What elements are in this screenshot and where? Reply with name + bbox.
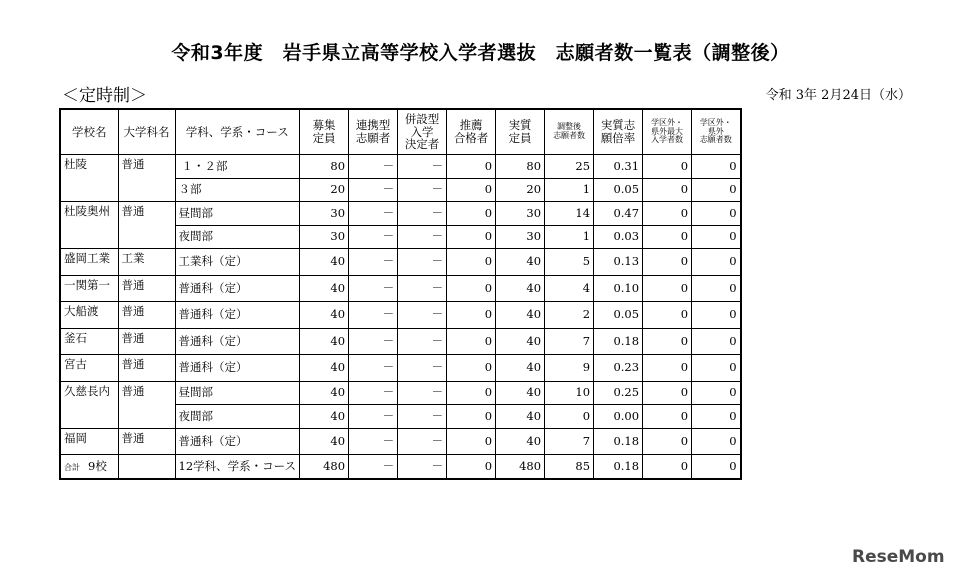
recommended-cell: 0 [447, 178, 496, 202]
outside-max-cell: 0 [643, 155, 692, 179]
affiliated-cell: － [398, 178, 447, 202]
outside-max-cell: 0 [643, 178, 692, 202]
course-cell: 昼間部 [175, 202, 300, 226]
partner-cell: － [349, 202, 398, 226]
department-cell: 工業 [118, 249, 175, 276]
affiliated-cell: － [398, 225, 447, 249]
department-cell: 普通 [118, 155, 175, 202]
course-cell: ３部 [175, 178, 300, 202]
header-applicants-adjusted [545, 109, 594, 155]
header-affiliated-line: 併設型 [404, 112, 440, 127]
actual-capacity-cell: 30 [496, 202, 545, 226]
table-row [60, 155, 741, 179]
recommended-cell: 0 [447, 302, 496, 329]
applicants-table [59, 108, 742, 480]
ratio-cell: 0.05 [594, 178, 643, 202]
course-cell: 普通科（定） [175, 302, 300, 329]
actual-capacity-cell: 80 [496, 155, 545, 179]
header-recommended-line: 合格者 [453, 131, 489, 145]
header-department: 大学科名 [118, 109, 175, 155]
document-date: 令和 3年 2月24日（水） [765, 88, 911, 103]
partner-cell: － [349, 302, 398, 329]
department-cell: 普通 [118, 202, 175, 249]
actual-capacity-cell: 40 [496, 328, 545, 355]
department-cell: 普通 [118, 275, 175, 302]
applicants-cell: 1 [545, 178, 594, 202]
outside-max-cell: 0 [643, 381, 692, 405]
outside-max-cell: 0 [643, 225, 692, 249]
header-actual-capacity-line: 実質 [508, 118, 532, 133]
header-outside-applicants [692, 109, 741, 155]
actual-capacity-cell: 40 [496, 355, 545, 382]
ratio-cell: 0.10 [594, 275, 643, 302]
partner-cell: － [349, 275, 398, 302]
school-name-cell: 一関第一 [60, 275, 118, 302]
outside-applicants-cell: 0 [692, 405, 741, 429]
applicants-cell: 14 [545, 202, 594, 226]
table-row [60, 428, 741, 455]
school-name-cell: 杜陵奥州 [60, 202, 118, 249]
total-schools: 9校 [88, 458, 107, 473]
course-cell: 普通科（定） [175, 428, 300, 455]
recommended-cell: 0 [447, 328, 496, 355]
applicants-cell: 10 [545, 381, 594, 405]
table-row [60, 202, 741, 226]
applicants-cell: 7 [545, 328, 594, 355]
partner-cell: － [349, 405, 398, 429]
actual-capacity-cell: 40 [496, 302, 545, 329]
actual-capacity-cell: 40 [496, 428, 545, 455]
header-outside-applicants-line: 県外 [707, 126, 724, 136]
section-label: ＜定時制＞ [62, 86, 147, 106]
table-row [60, 275, 741, 302]
outside-applicants-cell: 0 [692, 275, 741, 302]
recommended-cell: 0 [447, 202, 496, 226]
header-affiliated-line: 決定者 [404, 137, 440, 152]
total-actual-capacity: 480 [496, 455, 545, 479]
total-department-cell [118, 455, 175, 479]
table-row [60, 249, 741, 276]
ratio-cell: 0.23 [594, 355, 643, 382]
recommended-cell: 0 [447, 405, 496, 429]
course-cell: 普通科（定） [175, 355, 300, 382]
table-row [60, 381, 741, 405]
department-cell: 普通 [118, 428, 175, 455]
recommended-cell: 0 [447, 155, 496, 179]
partner-cell: － [349, 155, 398, 179]
capacity-cell: 20 [300, 178, 349, 202]
header-outside-max [643, 109, 692, 155]
total-affiliated: － [398, 455, 447, 479]
actual-capacity-cell: 40 [496, 381, 545, 405]
course-cell: 昼間部 [175, 381, 300, 405]
actual-capacity-cell: 40 [496, 275, 545, 302]
total-capacity: 480 [300, 455, 349, 479]
outside-applicants-cell: 0 [692, 355, 741, 382]
header-partner-line: 連携型 [355, 118, 391, 133]
outside-applicants-cell: 0 [692, 202, 741, 226]
affiliated-cell: － [398, 355, 447, 382]
course-cell: 普通科（定） [175, 328, 300, 355]
recommended-cell: 0 [447, 275, 496, 302]
header-recommended-line: 推薦 [459, 118, 483, 133]
ratio-cell: 0.31 [594, 155, 643, 179]
course-cell: １・２部 [175, 155, 300, 179]
outside-applicants-cell: 0 [692, 178, 741, 202]
partner-cell: － [349, 328, 398, 355]
total-ratio: 0.18 [594, 455, 643, 479]
header-school: 学校名 [60, 109, 118, 155]
capacity-cell: 40 [300, 328, 349, 355]
school-name-cell: 釜石 [60, 328, 118, 355]
partner-cell: － [349, 178, 398, 202]
school-name-cell: 宮古 [60, 355, 118, 382]
ratio-cell: 0.05 [594, 302, 643, 329]
recommended-cell: 0 [447, 381, 496, 405]
header-applicants-line: 調整後 [557, 122, 582, 132]
affiliated-cell: － [398, 381, 447, 405]
school-name-cell: 福岡 [60, 428, 118, 455]
department-cell: 普通 [118, 355, 175, 382]
applicants-cell: 9 [545, 355, 594, 382]
header-outside-max-line: 入学者数 [651, 135, 684, 145]
course-cell: 工業科（定） [175, 249, 300, 276]
table-row [60, 355, 741, 382]
header-affiliated-line: 入学 [410, 124, 434, 139]
ratio-cell: 0.13 [594, 249, 643, 276]
capacity-cell: 40 [300, 381, 349, 405]
header-capacity [300, 109, 349, 155]
capacity-cell: 80 [300, 155, 349, 179]
actual-capacity-cell: 40 [496, 249, 545, 276]
total-partner: － [349, 455, 398, 479]
header-applicants-line: 志願者数 [553, 131, 586, 140]
course-cell: 夜間部 [175, 225, 300, 249]
ratio-cell: 0.47 [594, 202, 643, 226]
total-outside-applicants: 0 [692, 455, 741, 479]
capacity-cell: 40 [300, 249, 349, 276]
outside-max-cell: 0 [643, 428, 692, 455]
table-row [60, 328, 741, 355]
total-course: 12学科、学系・コース [175, 455, 300, 479]
actual-capacity-cell: 40 [496, 405, 545, 429]
table-body [60, 155, 741, 455]
header-capacity-line: 定員 [312, 131, 336, 145]
course-cell: 夜間部 [175, 405, 300, 429]
outside-applicants-cell: 0 [692, 428, 741, 455]
school-name-cell: 久慈長内 [60, 381, 118, 428]
outside-max-cell: 0 [643, 249, 692, 276]
capacity-cell: 30 [300, 202, 349, 226]
total-label-cell [60, 455, 118, 479]
partner-cell: － [349, 225, 398, 249]
affiliated-cell: － [398, 275, 447, 302]
applicants-cell: 4 [545, 275, 594, 302]
header-course: 学科、学系・コース [175, 109, 300, 155]
applicants-cell: 5 [545, 249, 594, 276]
header-ratio-line: 実質志 [600, 118, 636, 133]
ratio-cell: 0.00 [594, 405, 643, 429]
header-outside-applicants-line: 学区外・ [699, 117, 732, 127]
school-name-cell: 大船渡 [60, 302, 118, 329]
capacity-cell: 40 [300, 405, 349, 429]
affiliated-cell: － [398, 202, 447, 226]
header-capacity-line: 募集 [312, 118, 336, 133]
header-actual-capacity-line: 定員 [508, 131, 532, 145]
affiliated-cell: － [398, 155, 447, 179]
applicants-cell: 2 [545, 302, 594, 329]
applicants-cell: 1 [545, 225, 594, 249]
outside-max-cell: 0 [643, 405, 692, 429]
affiliated-cell: － [398, 428, 447, 455]
department-cell: 普通 [118, 381, 175, 428]
capacity-cell: 40 [300, 302, 349, 329]
partner-cell: － [349, 428, 398, 455]
outside-max-cell: 0 [643, 355, 692, 382]
recommended-cell: 0 [447, 249, 496, 276]
outside-applicants-cell: 0 [692, 155, 741, 179]
total-outside-max: 0 [643, 455, 692, 479]
school-name-cell: 杜陵 [60, 155, 118, 202]
ratio-cell: 0.25 [594, 381, 643, 405]
applicants-cell: 7 [545, 428, 594, 455]
outside-max-cell: 0 [643, 202, 692, 226]
header-partner-line: 志願者 [355, 131, 391, 145]
ratio-cell: 0.03 [594, 225, 643, 249]
page-title: 令和3年度 岩手県立高等学校入学者選抜 志願者数一覧表（調整後） [171, 42, 790, 64]
applicants-cell: 25 [545, 155, 594, 179]
outside-applicants-cell: 0 [692, 249, 741, 276]
recommended-cell: 0 [447, 225, 496, 249]
header-outside-max-line: 県外最大 [651, 126, 684, 136]
table-total-row [60, 455, 741, 479]
department-cell: 普通 [118, 302, 175, 329]
outside-applicants-cell: 0 [692, 302, 741, 329]
course-cell: 普通科（定） [175, 275, 300, 302]
recommended-cell: 0 [447, 355, 496, 382]
affiliated-cell: － [398, 302, 447, 329]
partner-cell: － [349, 381, 398, 405]
partner-cell: － [349, 249, 398, 276]
capacity-cell: 30 [300, 225, 349, 249]
total-label: 合計 [64, 462, 80, 472]
outside-applicants-cell: 0 [692, 328, 741, 355]
outside-max-cell: 0 [643, 302, 692, 329]
actual-capacity-cell: 20 [496, 178, 545, 202]
header-outside-max-line: 学区外・ [651, 117, 684, 127]
header-outside-applicants-line: 志願者数 [699, 135, 732, 145]
outside-applicants-cell: 0 [692, 225, 741, 249]
header-ratio-line: 願倍率 [600, 131, 636, 145]
affiliated-cell: － [398, 249, 447, 276]
header-actual-ratio [594, 109, 643, 155]
ratio-cell: 0.18 [594, 328, 643, 355]
total-applicants: 85 [545, 455, 594, 479]
ratio-cell: 0.18 [594, 428, 643, 455]
applicants-cell: 0 [545, 405, 594, 429]
table-row [60, 302, 741, 329]
school-name-cell: 盛岡工業 [60, 249, 118, 276]
capacity-cell: 40 [300, 355, 349, 382]
outside-max-cell: 0 [643, 275, 692, 302]
recommended-cell: 0 [447, 428, 496, 455]
capacity-cell: 40 [300, 428, 349, 455]
outside-max-cell: 0 [643, 328, 692, 355]
department-cell: 普通 [118, 328, 175, 355]
affiliated-cell: － [398, 405, 447, 429]
header-partner [349, 109, 398, 155]
header-actual-capacity [496, 109, 545, 155]
header-affiliated [398, 109, 447, 155]
affiliated-cell: － [398, 328, 447, 355]
total-recommended: 0 [447, 455, 496, 479]
partner-cell: － [349, 355, 398, 382]
outside-applicants-cell: 0 [692, 381, 741, 405]
resemom-watermark-logo: ReseMom [852, 547, 945, 567]
header-recommended [447, 109, 496, 155]
table-header-row [60, 109, 741, 155]
capacity-cell: 40 [300, 275, 349, 302]
actual-capacity-cell: 30 [496, 225, 545, 249]
